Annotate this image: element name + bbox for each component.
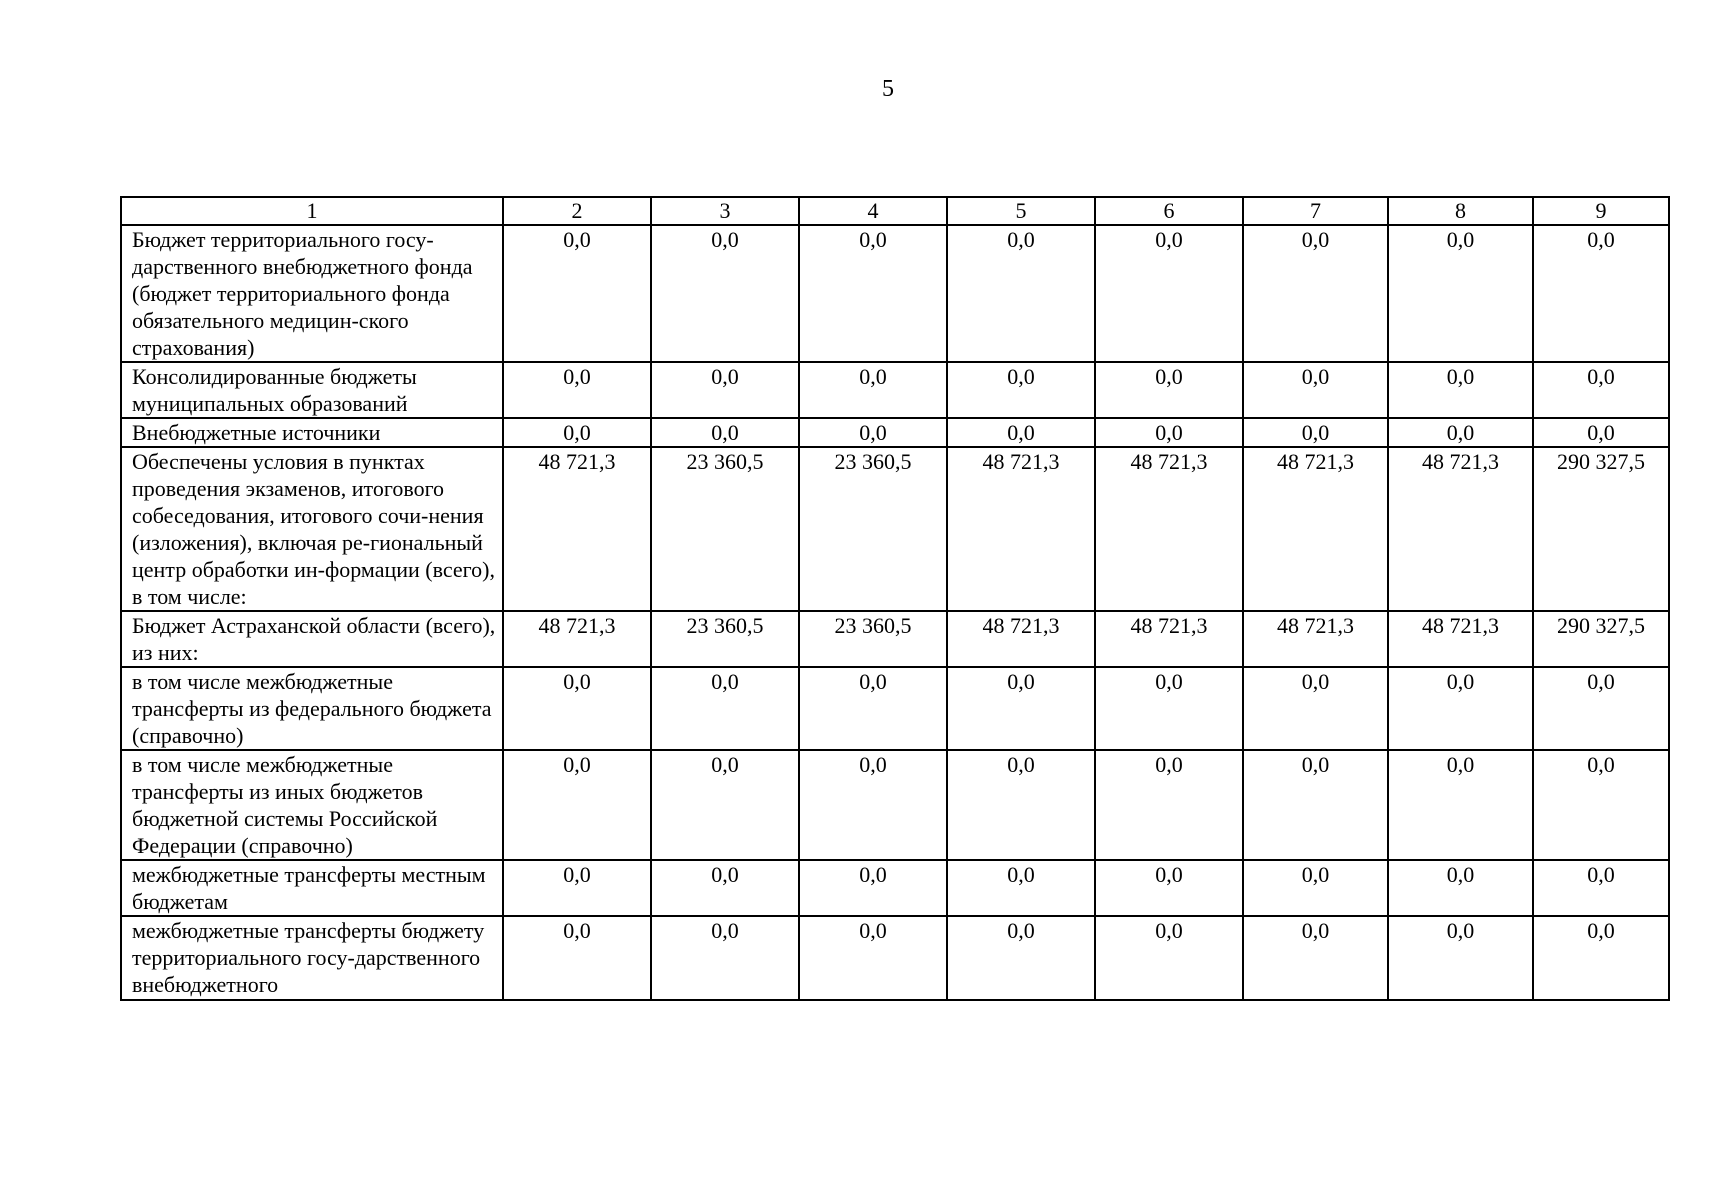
- table-row: [121, 860, 1669, 916]
- value-cell: 0,0: [1243, 667, 1388, 750]
- value-cell: 0,0: [1095, 362, 1243, 418]
- row-label: Консолидированные бюджеты муниципальных образований: [121, 362, 503, 418]
- value-cell: 0,0: [503, 667, 651, 750]
- value-cell: 0,0: [947, 860, 1095, 916]
- row-label: Внебюджетные источники: [121, 418, 503, 447]
- value-cell: 0,0: [1533, 225, 1669, 362]
- column-header: 7: [1243, 197, 1388, 225]
- value-cell: 0,0: [651, 362, 799, 418]
- value-cell: 48 721,3: [947, 611, 1095, 667]
- value-cell: 0,0: [1095, 750, 1243, 860]
- value-cell: 0,0: [503, 225, 651, 362]
- value-cell: 0,0: [1243, 916, 1388, 1000]
- value-cell: 0,0: [1388, 418, 1533, 447]
- value-cell: 0,0: [1388, 750, 1533, 860]
- value-cell: 0,0: [503, 750, 651, 860]
- table-row: [121, 418, 1669, 447]
- value-cell: 0,0: [1243, 418, 1388, 447]
- value-cell: 48 721,3: [1388, 611, 1533, 667]
- row-label: в том числе межбюджетные трансферты из иных бюджетов бюджетной системы Российской Федерации (справочно): [121, 750, 503, 860]
- value-cell: 48 721,3: [1388, 447, 1533, 611]
- value-cell: 23 360,5: [799, 611, 947, 667]
- header-row: [121, 197, 1669, 225]
- value-cell: 0,0: [503, 362, 651, 418]
- value-cell: 0,0: [1533, 667, 1669, 750]
- value-cell: 48 721,3: [503, 611, 651, 667]
- column-header: 2: [503, 197, 651, 225]
- value-cell: 0,0: [799, 418, 947, 447]
- value-cell: 0,0: [1533, 916, 1669, 1000]
- table-row: [121, 750, 1669, 860]
- value-cell: 0,0: [1533, 860, 1669, 916]
- value-cell: 48 721,3: [1243, 447, 1388, 611]
- value-cell: 0,0: [1388, 860, 1533, 916]
- value-cell: 23 360,5: [799, 447, 947, 611]
- table-body: [121, 197, 1669, 1000]
- value-cell: 48 721,3: [1095, 447, 1243, 611]
- value-cell: 0,0: [1095, 916, 1243, 1000]
- value-cell: 290 327,5: [1533, 611, 1669, 667]
- column-header: 1: [121, 197, 503, 225]
- value-cell: 0,0: [1243, 860, 1388, 916]
- value-cell: 0,0: [1095, 418, 1243, 447]
- value-cell: 0,0: [947, 418, 1095, 447]
- value-cell: 0,0: [799, 860, 947, 916]
- column-header: 9: [1533, 197, 1669, 225]
- column-header: 4: [799, 197, 947, 225]
- value-cell: 0,0: [947, 667, 1095, 750]
- value-cell: 0,0: [799, 667, 947, 750]
- table-row: [121, 667, 1669, 750]
- value-cell: 48 721,3: [1243, 611, 1388, 667]
- value-cell: 0,0: [1388, 225, 1533, 362]
- value-cell: 0,0: [651, 860, 799, 916]
- row-label: межбюджетные трансферты местным бюджетам: [121, 860, 503, 916]
- value-cell: 0,0: [651, 418, 799, 447]
- value-cell: 0,0: [651, 750, 799, 860]
- column-header: 3: [651, 197, 799, 225]
- row-label: Обеспечены условия в пунктах проведения экзаменов, итогового собеседования, итогового сочи-нения (изложения), включая ре-гиональный центр обработки ин-формации (всего), в том числе:: [121, 447, 503, 611]
- value-cell: 0,0: [503, 860, 651, 916]
- value-cell: 0,0: [1388, 362, 1533, 418]
- table-row: [121, 447, 1669, 611]
- value-cell: 0,0: [799, 362, 947, 418]
- value-cell: 0,0: [1243, 362, 1388, 418]
- value-cell: 0,0: [1533, 362, 1669, 418]
- value-cell: 0,0: [799, 750, 947, 860]
- value-cell: 0,0: [947, 750, 1095, 860]
- row-label: Бюджет Астраханской области (всего), из них:: [121, 611, 503, 667]
- row-label: в том числе межбюджетные трансферты из федерального бюджета (справочно): [121, 667, 503, 750]
- value-cell: 0,0: [503, 418, 651, 447]
- table-row: [121, 916, 1669, 1000]
- value-cell: 0,0: [1243, 750, 1388, 860]
- value-cell: 0,0: [1388, 916, 1533, 1000]
- value-cell: 0,0: [947, 916, 1095, 1000]
- value-cell: 48 721,3: [1095, 611, 1243, 667]
- value-cell: 0,0: [799, 916, 947, 1000]
- value-cell: 0,0: [1388, 667, 1533, 750]
- value-cell: 0,0: [1095, 860, 1243, 916]
- value-cell: 0,0: [651, 916, 799, 1000]
- table-row: [121, 611, 1669, 667]
- column-header: 6: [1095, 197, 1243, 225]
- table-row: [121, 225, 1669, 362]
- value-cell: 0,0: [651, 667, 799, 750]
- value-cell: 0,0: [1533, 418, 1669, 447]
- value-cell: 0,0: [1095, 225, 1243, 362]
- value-cell: 0,0: [1095, 667, 1243, 750]
- column-header: 5: [947, 197, 1095, 225]
- value-cell: 0,0: [799, 225, 947, 362]
- column-header: 8: [1388, 197, 1533, 225]
- budget-table: [120, 196, 1670, 1001]
- page-number: 5: [882, 76, 894, 102]
- value-cell: 0,0: [651, 225, 799, 362]
- value-cell: 48 721,3: [503, 447, 651, 611]
- value-cell: 23 360,5: [651, 447, 799, 611]
- value-cell: 23 360,5: [651, 611, 799, 667]
- value-cell: 0,0: [947, 362, 1095, 418]
- table-row: [121, 362, 1669, 418]
- value-cell: 290 327,5: [1533, 447, 1669, 611]
- row-label: Бюджет территориального госу-дарственного внебюджетного фонда (бюджет территориального фонда обязательного медицин-ского страхования): [121, 225, 503, 362]
- row-label: межбюджетные трансферты бюджету территориального госу-дарственного внебюджетного: [121, 916, 503, 1000]
- value-cell: 48 721,3: [947, 447, 1095, 611]
- value-cell: 0,0: [1533, 750, 1669, 860]
- value-cell: 0,0: [503, 916, 651, 1000]
- value-cell: 0,0: [1243, 225, 1388, 362]
- value-cell: 0,0: [947, 225, 1095, 362]
